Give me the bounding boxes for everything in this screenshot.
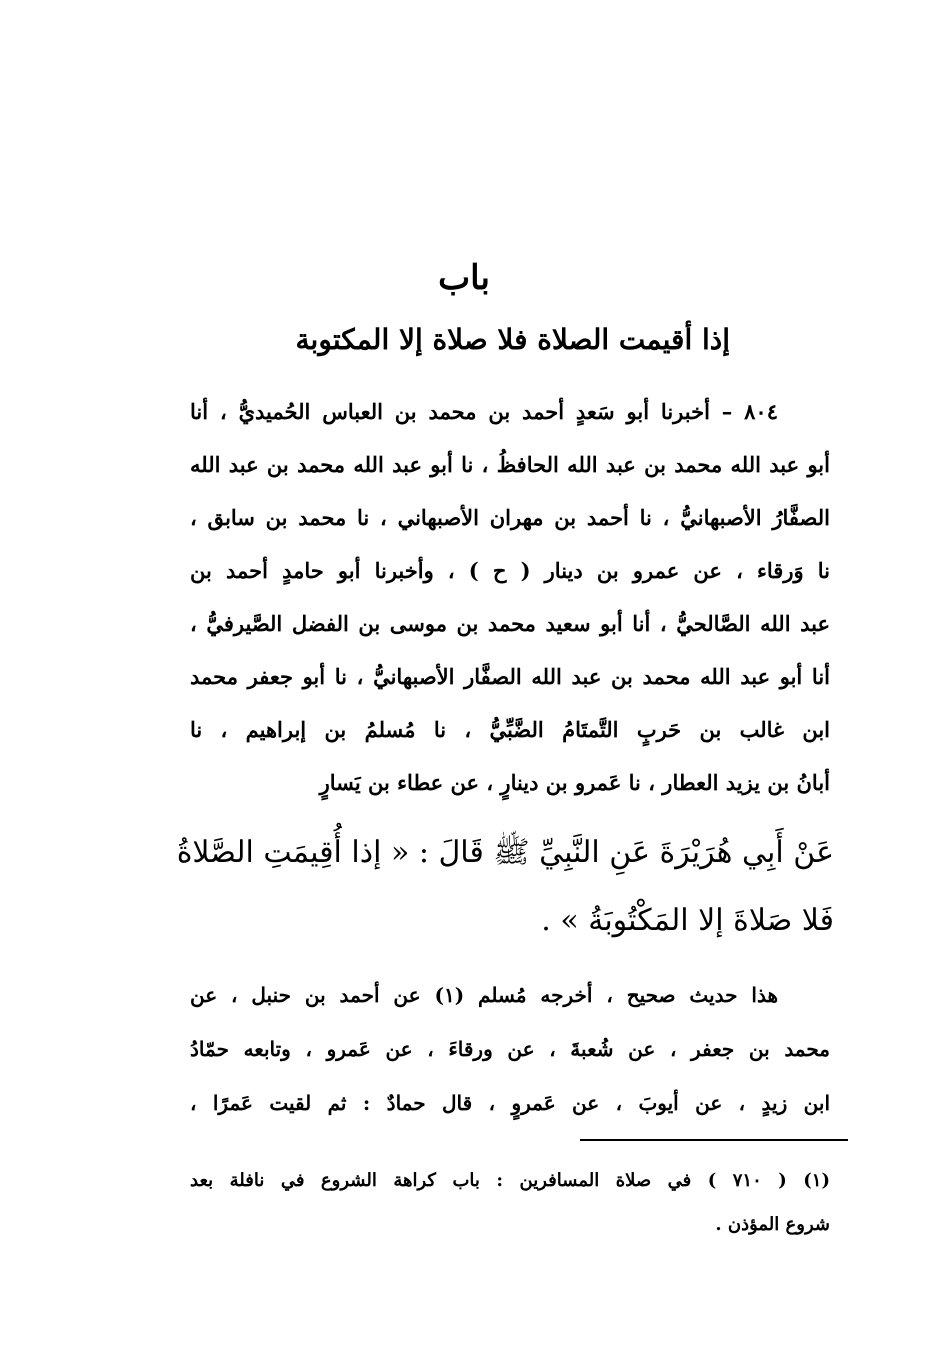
chapter-word: باب	[438, 258, 490, 298]
hadith-line: فَلا صَلاةَ إلا المَكْتُوبَةُ » .	[541, 903, 834, 938]
isnad-line: الصفَّارُ الأصبهانيُّ ، نا أحمد بن مهران الأصبهاني ، نا محمد بن سابق ،	[190, 505, 830, 530]
hadith-text	[176, 822, 834, 958]
isnad-line: أنا أبو عبد الله محمد بن عبد الله الصفَّار الأصبهانيُّ ، نا أبو جعفر محمد	[190, 664, 830, 689]
footnote	[190, 1163, 830, 1251]
isnad-line: نا وَرقاء ، عن عمرو بن دينار ( ح ) ، وأخبرنا أبو حامدٍ أحمد بن	[190, 558, 830, 583]
commentary-line: هذا حديث صحيح ، أخرجه مُسلم (١) عن أحمد بن حنبل ، عن	[190, 983, 778, 1007]
chapter-title: إذا أقيمت الصلاة فلا صلاة إلا المكتوبة	[295, 323, 730, 356]
isnad-line: ابن غالب بن حَربٍ التَّمتَامُ الضَّبِّيُّ ، نا مُسلمُ بن إبراهيم ، نا	[190, 717, 830, 742]
hadith-line: عَنْ أَبِي هُرَيْرَةَ عَنِ النَّبِيِّ ﷺ قَالَ : « إذا أُقِيمَتِ الصَّلاةُ	[176, 835, 834, 870]
commentary-paragraph	[190, 973, 830, 1135]
isnad-line: عبد الله الصَّالحيُّ ، أنا أبو سعيد محمد بن موسى بن الفضل الصَّيرفيُّ ،	[190, 611, 830, 636]
footnote-divider	[580, 1139, 848, 1141]
commentary-line: محمد بن جعفر ، عن شُعبةَ ، عن ورقاءَ ، عن عَمرو ، وتابعه حمّادُ	[190, 1037, 830, 1061]
isnad-line: ٨٠٤ – أخبرنا أبو سَعدٍ أحمد بن محمد بن العباس الحُميديُّ ، أنا	[190, 399, 778, 424]
footnote-line: شروع المؤذن .	[715, 1214, 830, 1235]
footnote-line: (١) ( ٧١٠ ) في صلاة المسافرين : باب كراهة الشروع في نافلة بعد	[190, 1170, 830, 1191]
isnad-line: أبانُ بن يزيد العطار ، نا عَمرو بن دينارٍ ، عن عطاء بن يَسارٍ	[319, 770, 830, 795]
isnad-paragraph	[190, 390, 830, 814]
isnad-line: أبو عبد الله محمد بن عبد الله الحافظُ ، نا أبو عبد الله محمد بن عبد الله	[190, 452, 830, 477]
commentary-line: ابن زيدٍ ، عن أيوبَ ، عن عَمروٍ ، قال حمادٌ : ثم لقيت عَمرًا ،	[190, 1091, 830, 1115]
